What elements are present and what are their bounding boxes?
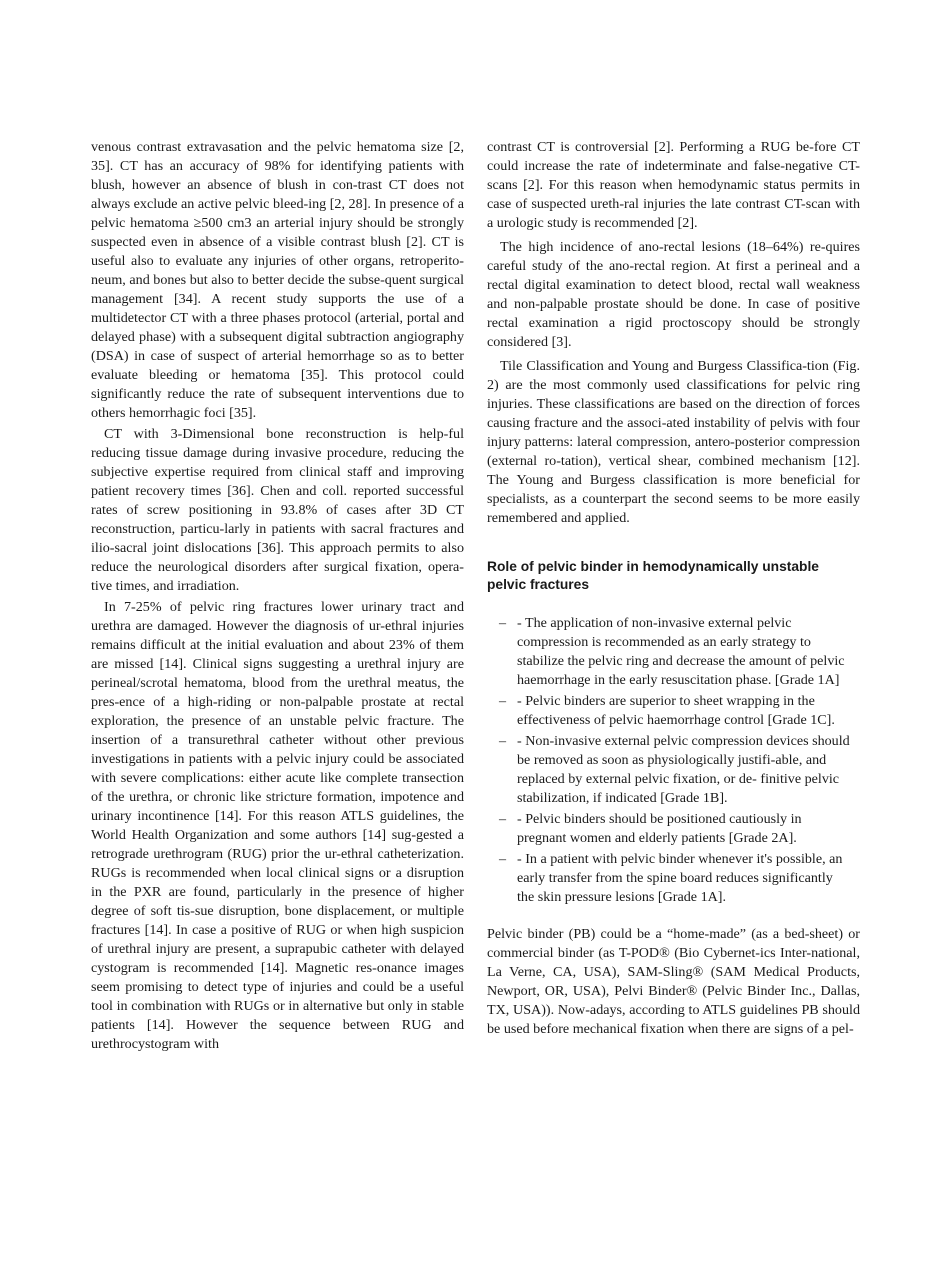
body-paragraph: venous contrast extravasation and the pelvic hematoma size [2, 35]. CT has an accuracy of 98% for identifying patients with blush, however an absence of blush in con-trast CT does not always exclude an active pelvic bleed-ing [2, 28]. In presence of a pelvic hematoma ≥500 cm3 an arterial injury should be strongly suspected even in absence of a visible contrast blush [2]. CT is useful also to evaluate any injuries of other organs, retroperito-neum, and bones but also to better decide the subse-quent surgical management [34]. A recent study supports the use of a multidetector CT with a three phases protocol (arterial, portal and delayed phase) with a subsequent digital subtraction angiography (DSA) in case of suspect of arterial hemorrhage so as to better evaluate bleeding or hematoma [35]. This protocol could significantly reduce the rate of subsequent interventions due to others hemorrhagic foci [35]. [91, 139, 464, 421]
section-heading: Role of pelvic binder in hemodynamically unstable pelvic fractures [487, 559, 819, 592]
recommendation-item [487, 850, 860, 907]
recommendation-list [487, 614, 860, 907]
list-dash: – [499, 811, 507, 827]
list-dash: – [499, 733, 507, 749]
recommendation-item [487, 810, 860, 848]
recommendation-item [487, 732, 860, 808]
recommendation-text: - The application of non-invasive external pelvic compression is recommended as an early strategy to stabilize the pelvic ring and decrease the amount of pelvic haemorrhage in the early resuscitation phase. [Grade 1A] [517, 615, 845, 688]
list-dash: – [499, 693, 507, 709]
body-paragraph: The high incidence of ano-rectal lesions (18–64%) re-quires careful study of the ano-rectal region. At first a perineal and a rectal digital examination to detect blood, rectal wall weakness and non-palpable prostate should be done. In case of positive rectal examination a rigid proctoscopy should be strongly considered [3]. [487, 239, 860, 350]
left-column [91, 138, 464, 1054]
recommendation-text: - Pelvic binders should be positioned cautiously in pregnant women and elderly patients [Grade 2A]. [517, 811, 802, 846]
recommendation-text: - Pelvic binders are superior to sheet wrapping in the effectiveness of pelvic haemorrhage control [Grade 1C]. [517, 693, 835, 728]
body-paragraph: In 7-25% of pelvic ring fractures lower urinary tract and urethra are damaged. However the diagnosis of ur-ethral injuries remains difficult at the initial evaluation and about 23% of them are missed [14]. Clinical signs suggesting a urethral injury are perineal/scrotal hematoma, blood from the urethral meatus, the pres-ence of a high-riding or non-palpable prostate at rectal exploration, the presence of an unstable pelvic fracture. The insertion of a transurethral catheter without other previous investigations in patients with a pelvic injury could be associated with severe complications: either acute like complete transection of the urethra, or chronic like stricture formation, impotence and urinary incontinence [14]. For this reason ATLS guidelines, the World Health Organization and some authors [14] sug-gested a retrograde urethrogram (RUG) prior the ur-ethral catheterization. RUGs is recommended when local clinical signs or a disruption in the PXR are found, particularly in the presence of higher degree of soft tis-sue disruption, bone displacement, or multiple fractures [14]. In case a positive of RUG or when high suspicion of urethral injury are present, a suprapubic catheter with delayed cystogram is recommended [14]. Magnetic res-onance images seem promising to detect type of injuries and could be a useful tool in combination with RUGs or in alternative but only in stable patients [14]. However the sequence between RUG and urethrocystogram with [91, 599, 464, 1052]
list-dash: – [499, 615, 507, 631]
list-dash: – [499, 851, 507, 867]
right-column [487, 138, 860, 1039]
body-paragraph: Tile Classification and Young and Burgess Classifica-tion (Fig. 2) are the most commonly used classifications for pelvic ring injuries. These classifications are based on the direction of forces causing fracture and the associ-ated instability of pelvis with four injury patterns: lateral compression, antero-posterior compression (external ro-tation), vertical shear, combined mechanism [12]. The Young and Burgess classification is more beneficial for specialists, as a counterpart the second seems to be more easily remembered and applied. [487, 358, 860, 526]
recommendation-item [487, 614, 860, 690]
body-paragraph: contrast CT is controversial [2]. Performing a RUG be-fore CT could increase the rate of indeterminate and false-negative CT-scans [2]. For this reason when hemodynamic status permits in case of suspected ureth-ral injuries the late contrast CT-scan with a urologic study is recommended [2]. [487, 139, 860, 231]
body-paragraph: Pelvic binder (PB) could be a “home-made” (as a bed-sheet) or commercial binder (as T-POD® (Bio Cybernet-ics Inter-national, La Verne, CA, USA), SAM-Sling® (SAM Medical Products, Newport, OR, USA), Pelvi Binder® (Pelvic Binder Inc., Dallas, TX, USA)). Now-adays, according to ATLS guidelines PB should be used before mechanical fixation when there are signs of a pel- [487, 926, 860, 1037]
recommendation-text: - Non-invasive external pelvic compression devices should be removed as soon as physiologically justifi-able, and replaced by external pelvic fixation, or de- finitive pelvic stabilization, if indicated [Grade 1B]. [517, 733, 850, 806]
body-paragraph: CT with 3-Dimensional bone reconstruction is help-ful reducing tissue damage during invasive procedure, reducing the subjective expertise required from clinical staff and improving patient recovery times [36]. Chen and coll. reported successful rates of screw positioning in 93.8% of cases after 3D CT reconstruction, particu-larly in patients with sacral fractures and ilio-sacral joint dislocations [36]. This approach permits to also reduce the neurological disorders after surgical fixation, opera-tive times, and irradiation. [91, 426, 464, 594]
recommendation-text: - In a patient with pelvic binder whenever it's possible, an early transfer from the spine board reduces significantly the skin pressure lesions [Grade 1A]. [517, 851, 843, 905]
recommendation-item [487, 692, 860, 730]
